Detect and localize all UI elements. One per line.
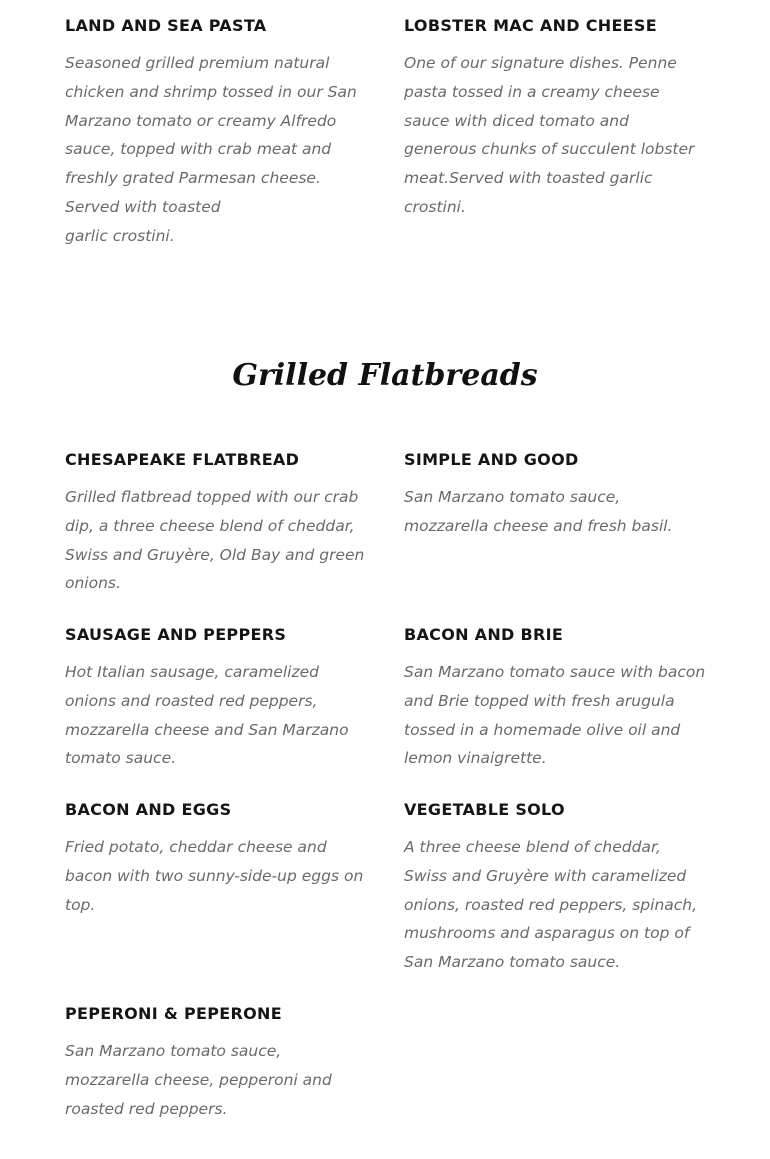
menu-item-description: Seasoned grilled premium natural chicken and shrimp tossed in our San Marzano tomato or creamy Alfredo sauce, topped with crab meat and freshly grated Parmesan cheese. Served with toasted garlic crostini. [65,54,357,245]
menu-item-lobster-mac-and-cheese [404,16,706,222]
menu-item-title: VEGETABLE SOLO [404,800,565,819]
menu-item-sausage-and-peppers [65,625,367,773]
menu-item-vegetable-solo [404,800,706,977]
menu-item-title: LOBSTER MAC AND CHEESE [404,16,657,35]
menu-item-title: LAND AND SEA PASTA [65,16,267,35]
menu-item-simple-and-good [404,450,706,541]
menu-item-description: San Marzano tomato sauce, mozzarella cheese, pepperoni and roasted red peppers. [65,1042,332,1118]
menu-item-title: CHESAPEAKE FLATBREAD [65,450,300,469]
menu-item-title: SAUSAGE AND PEPPERS [65,625,287,644]
menu-item-title: BACON AND BRIE [404,625,564,644]
menu-item-description: Hot Italian sausage, caramelized onions and roasted red peppers, mozzarella cheese and San Marzano tomato sauce. [65,663,349,768]
menu-item-title: BACON AND EGGS [65,800,232,819]
menu-item-title: PEPERONI & PEPERONE [65,1004,282,1023]
menu-item-title: SIMPLE AND GOOD [404,450,579,469]
menu-item-description: Grilled flatbread topped with our crab dip, a three cheese blend of cheddar, Swiss and Gruyère, Old Bay and green onions. [65,488,365,593]
menu-item-peperoni-and-peperone [65,1004,367,1123]
menu-item-description: One of our signature dishes. Penne pasta tossed in a creamy cheese sauce with diced tomato and generous chunks of succulent lobster meat.Served with toasted garlic crostini. [404,54,695,216]
menu-item-land-and-sea-pasta [65,16,367,251]
menu-item-description: A three cheese blend of cheddar, Swiss and Gruyère with caramelized onions, roasted red peppers, spinach, mushrooms and asparagus on top of San Marzano tomato sauce. [404,838,698,972]
menu-item-description: Fried potato, cheddar cheese and bacon with two sunny-side-up eggs on top. [65,838,364,914]
menu-item-description: San Marzano tomato sauce with bacon and Brie topped with fresh arugula tossed in a homemade olive oil and lemon vinaigrette. [404,663,706,768]
section-heading-flatbreads: Grilled Flatbreads [232,358,538,393]
menu-item-description: San Marzano tomato sauce, mozzarella cheese and fresh basil. [404,488,673,535]
menu-item-bacon-and-brie [404,625,706,773]
menu-item-bacon-and-eggs [65,800,367,919]
menu-item-chesapeake-flatbread [65,450,367,598]
